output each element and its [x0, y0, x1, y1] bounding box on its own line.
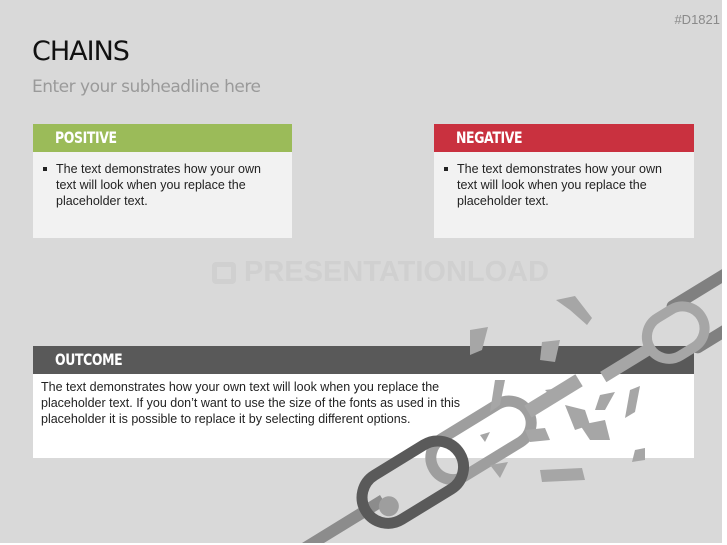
negative-header-label: NEGATIVE	[456, 128, 523, 147]
subheadline[interactable]: Enter your subheadline here	[32, 77, 261, 97]
outcome-text: The text demonstrates how your own text will look when you replace the placeholder text. If you don’t want to use the size of the fonts as used in this placeholder it is possible to replace it by selecting different options.	[41, 380, 461, 426]
watermark-text: PRESENTATIONLOAD	[244, 256, 550, 288]
slide-title[interactable]: CHAINS	[32, 36, 129, 67]
slide-code: #D1821	[674, 12, 720, 27]
chain-lower-links	[352, 358, 592, 533]
positive-header-label: POSITIVE	[55, 128, 117, 147]
outcome-header-label: OUTCOME	[55, 350, 123, 369]
positive-text: The text demonstrates how your own text will look when you replace the placeholder text.	[56, 162, 261, 208]
chain-upper-links	[588, 242, 722, 403]
negative-text: The text demonstrates how your own text will look when you replace the placeholder text.	[457, 162, 662, 208]
